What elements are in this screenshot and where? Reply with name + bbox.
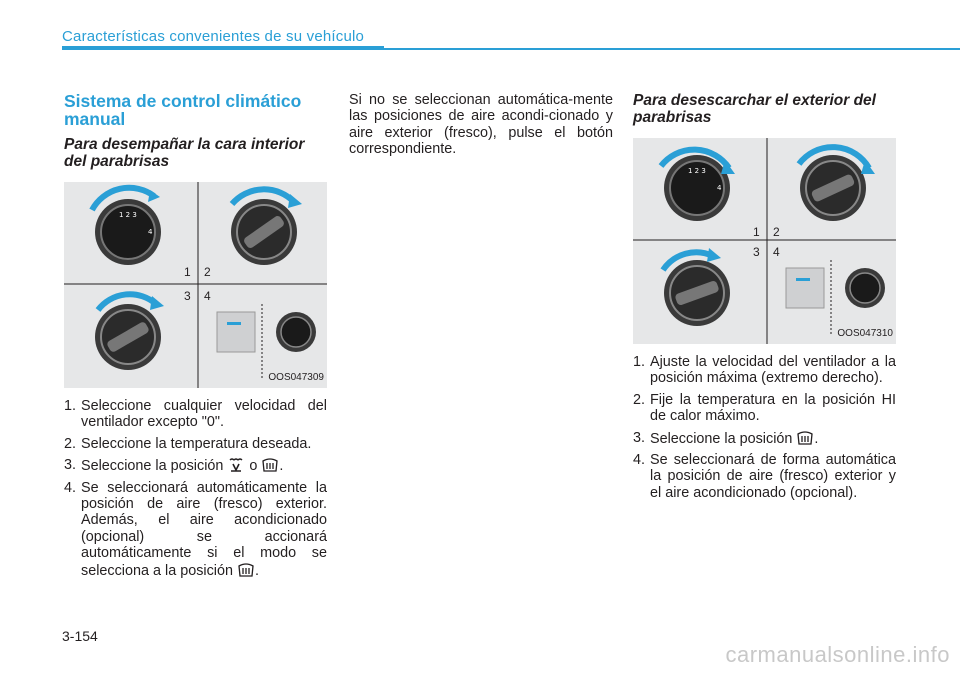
list-item: 2. Seleccione la temperatura deseada.: [64, 435, 312, 452]
fan-knob-icon: [92, 188, 161, 265]
middle-column: [349, 92, 613, 158]
right-column: [633, 92, 896, 506]
list-item: 3. Seleccione la posición .: [633, 429, 819, 447]
section-title: Sistema de control climático manual: [64, 91, 302, 129]
fan-knob-icon: [661, 150, 735, 221]
svg-text:1 2 3: 1 2 3: [688, 167, 706, 175]
ac-button-icon: [217, 304, 316, 378]
header-title: Características convenientes de su vehículo: [62, 28, 365, 45]
quadrant-label-4: 4: [773, 245, 780, 259]
quadrant-label-2: 2: [204, 265, 211, 279]
quadrant-label-3: 3: [184, 289, 191, 303]
list-item: 1. Seleccione cualquier velocidad del ventilador excepto "0".: [64, 398, 327, 431]
defog-controls-illustration: [64, 182, 327, 388]
mode-knob-icon: [663, 248, 730, 326]
steps-list-defrost: [633, 354, 896, 501]
list-item: 1. Ajuste la velocidad del ventilador a la posición máxima (extremo derecho).: [633, 354, 896, 387]
defrost-icon: [796, 430, 814, 446]
quadrant-label-2: 2: [773, 225, 780, 239]
figure-defog: [64, 182, 327, 388]
svg-text:4: 4: [717, 184, 722, 192]
figure-defrost: [633, 138, 896, 344]
quadrant-label-3: 3: [753, 245, 760, 259]
list-item: 4. Se seleccionará de forma automática la posición de aire (fresco) exterior y el aire acondicionado (opcional).: [633, 452, 896, 501]
list-item: 4. Se seleccionará automáticamente la posición de aire (fresco) exterior. Además, el aire acondicionado (opcional) se accionará automáticamente si el modo se selecciona a la posición .: [64, 479, 327, 579]
left-column: [64, 92, 327, 584]
defrost-icon: [237, 562, 255, 578]
floor-defrost-icon: [227, 457, 245, 473]
sub-title-defog: Para desempañar la cara interior del parabrisas: [64, 136, 305, 170]
figure-caption: OOS047310: [837, 327, 893, 339]
quadrant-label-1: 1: [753, 225, 760, 239]
temperature-knob-icon: [231, 189, 302, 265]
recirculation-button-icon: [786, 260, 885, 334]
svg-text:4: 4: [148, 228, 153, 236]
mode-knob-icon: [95, 294, 164, 370]
svg-text:1 2 3: 1 2 3: [119, 211, 137, 219]
page-header: [62, 28, 364, 45]
paragraph: Si no se seleccionan automática-mente las posiciones de aire acondi-cionado y aire exterior (fresco), pulse el botón correspondiente.: [349, 92, 613, 158]
header-rule-accent: [62, 46, 384, 50]
defrost-icon: [261, 457, 279, 473]
temperature-knob-icon: [799, 147, 875, 221]
quadrant-label-1: 1: [184, 265, 191, 279]
figure-caption: OOS047309: [268, 371, 324, 383]
defrost-controls-illustration: [633, 138, 896, 344]
list-item: 3. Seleccione la posición o .: [64, 457, 284, 475]
watermark: carmanualsonline.info: [725, 642, 950, 667]
sub-title-defrost: Para desescarchar el exterior del parabrisas: [633, 92, 876, 126]
list-item: 2. Fije la temperatura en la posición HI de calor máximo.: [633, 391, 896, 425]
quadrant-label-4: 4: [204, 289, 211, 303]
page-number: 3-154: [62, 628, 98, 644]
steps-list-defog: [64, 398, 327, 579]
